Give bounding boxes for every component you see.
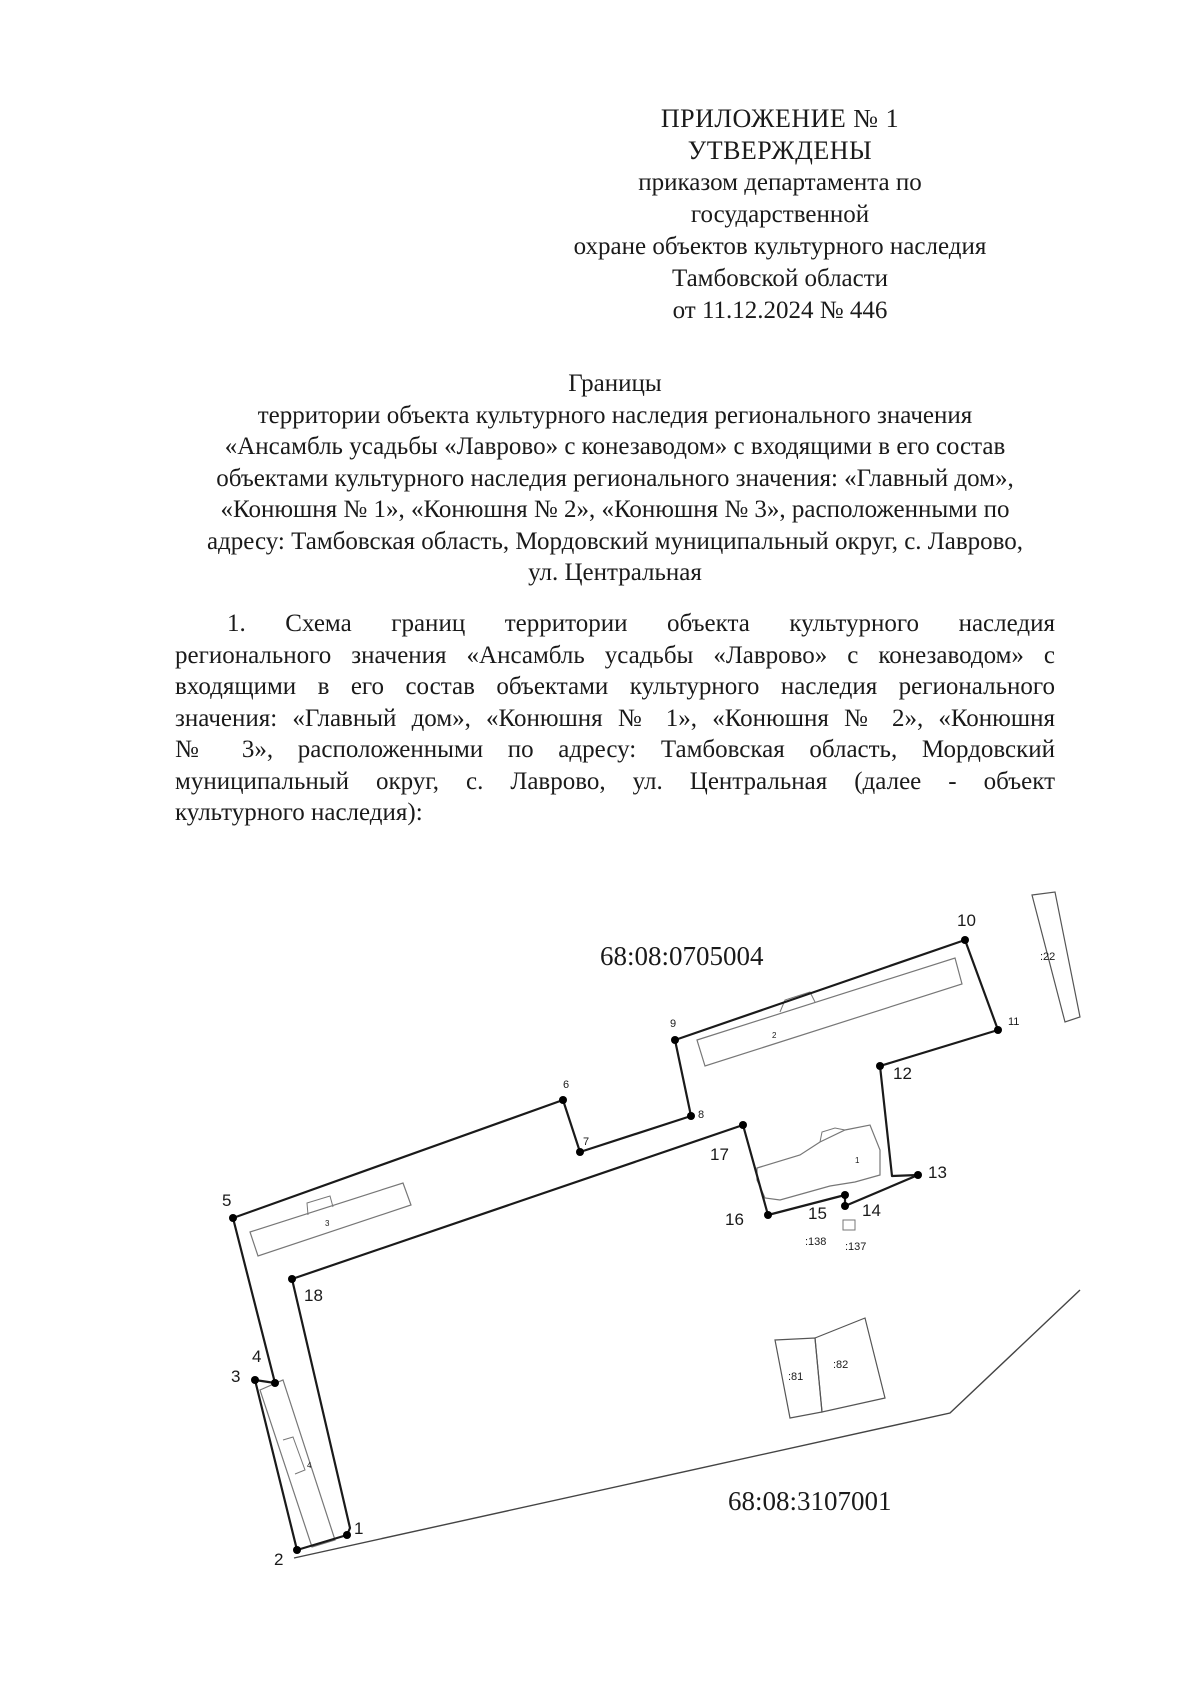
vertex-label: 15	[808, 1204, 827, 1223]
parcel-label: :22	[1040, 951, 1056, 963]
vertex-label: 17	[710, 1145, 729, 1164]
parcel-label: :82	[833, 1359, 849, 1371]
parcel-82-outline	[815, 1318, 885, 1412]
vertex-4	[271, 1379, 279, 1387]
building-label: 2	[772, 1031, 777, 1040]
vertex-label: 18	[304, 1286, 323, 1305]
vertex-12	[876, 1062, 884, 1070]
building-2-outline	[697, 958, 962, 1066]
document-title	[175, 368, 1055, 589]
vertex-label: 8	[698, 1109, 705, 1121]
title-line: территории объекта культурного наследия регионального значения	[257, 401, 973, 429]
quarter-boundary-line	[294, 1290, 1080, 1558]
vertex-label: 11	[1008, 1016, 1020, 1028]
approval-block	[560, 103, 1000, 327]
paragraph-line: культурного наследия):	[175, 799, 423, 826]
appendix-number: ПРИЛОЖЕНИЕ № 1	[660, 104, 900, 133]
vertex-label: 5	[222, 1191, 232, 1210]
vertex-1	[343, 1531, 351, 1539]
vertex-15	[841, 1191, 849, 1199]
title-line: «Конюшня № 1», «Конюшня № 2», «Конюшня № 3», расположенными по	[220, 496, 1010, 523]
vertex-labels	[222, 911, 1019, 1569]
approval-line: охране объектов культурного наследия	[573, 233, 987, 260]
approved-label: УТВЕРЖДЕНЫ	[687, 136, 873, 165]
vertex-10	[961, 936, 969, 944]
vertex-label: 9	[670, 1018, 677, 1030]
paragraph-line: 1. Схема границ территории объекта культурного наследия	[227, 610, 1055, 637]
building-label: 3	[325, 1219, 330, 1228]
vertex-13	[914, 1171, 922, 1179]
vertex-label: 6	[563, 1079, 570, 1091]
cadastral-quarter-south: 68:08:3107001	[728, 1486, 892, 1516]
vertex-label: 7	[583, 1136, 590, 1148]
vertex-5	[229, 1214, 237, 1222]
building-3-outline	[250, 1183, 411, 1256]
vertex-6	[559, 1096, 567, 1104]
title-line: «Ансамбль усадьбы «Лаврово» с конезаводом» с входящими в его состав	[224, 433, 1006, 460]
title-heading: Границы	[568, 370, 662, 397]
boundary-vertices	[229, 936, 1002, 1554]
vertex-16	[764, 1211, 772, 1219]
vertex-3	[251, 1376, 259, 1384]
building-4-outline	[260, 1380, 335, 1547]
vertex-8	[687, 1112, 695, 1120]
vertex-17	[739, 1121, 747, 1129]
vertex-label: 14	[862, 1201, 881, 1220]
parcel-label: :138	[805, 1236, 827, 1248]
vertex-label: 4	[252, 1347, 262, 1366]
title-line: ул. Центральная	[528, 559, 702, 586]
vertex-14	[841, 1202, 849, 1210]
building-label: 4	[307, 1461, 312, 1470]
vertex-label: 2	[274, 1550, 284, 1569]
parcel-label: :137	[845, 1241, 867, 1253]
vertex-label: 16	[725, 1210, 744, 1229]
building-1-outline	[757, 1125, 880, 1200]
approval-line: Тамбовской области	[671, 265, 889, 292]
order-date-number: от 11.12.2024 № 446	[672, 297, 888, 324]
territory-boundary	[233, 940, 998, 1550]
cadastral-quarter-north: 68:08:0705004	[600, 941, 764, 971]
vertex-7	[576, 1148, 584, 1156]
vertex-18	[288, 1275, 296, 1283]
building-label: 1	[855, 1156, 860, 1165]
paragraph-1	[175, 608, 1055, 829]
parcel-137-outline	[843, 1220, 855, 1230]
paragraph-line: значения: «Главный дом», «Конюшня № 1», «Конюшня № 2», «Конюшня	[175, 704, 1055, 732]
vertex-label: 3	[231, 1367, 241, 1386]
vertex-11	[994, 1026, 1002, 1034]
vertex-label: 12	[893, 1064, 912, 1083]
paragraph-line: муниципальный округ, с. Лаврово, ул. Центральная (далее - объект	[175, 767, 1055, 795]
paragraph-line: регионального значения «Ансамбль усадьбы «Лаврово» с конезаводом» с	[175, 641, 1055, 669]
paragraph-line: № 3», расположенными по адресу: Тамбовская область, Мордовский	[175, 736, 1055, 763]
vertex-label: 10	[957, 911, 976, 930]
vertex-label: 1	[354, 1519, 364, 1538]
vertex-2	[293, 1546, 301, 1554]
approval-line: приказом департамента по государственной	[638, 169, 922, 228]
title-line: объектами культурного наследия регионального значения: «Главный дом»,	[216, 464, 1014, 492]
title-line: адресу: Тамбовская область, Мордовский муниципальный округ, с. Лаврово,	[206, 527, 1024, 555]
vertex-9	[671, 1036, 679, 1044]
paragraph-line: входящими в его состав объектами культурного наследия регионального	[175, 673, 1055, 700]
boundary-scheme	[0, 820, 1200, 1660]
parcel-label: :81	[788, 1371, 804, 1383]
vertex-label: 13	[928, 1163, 947, 1182]
